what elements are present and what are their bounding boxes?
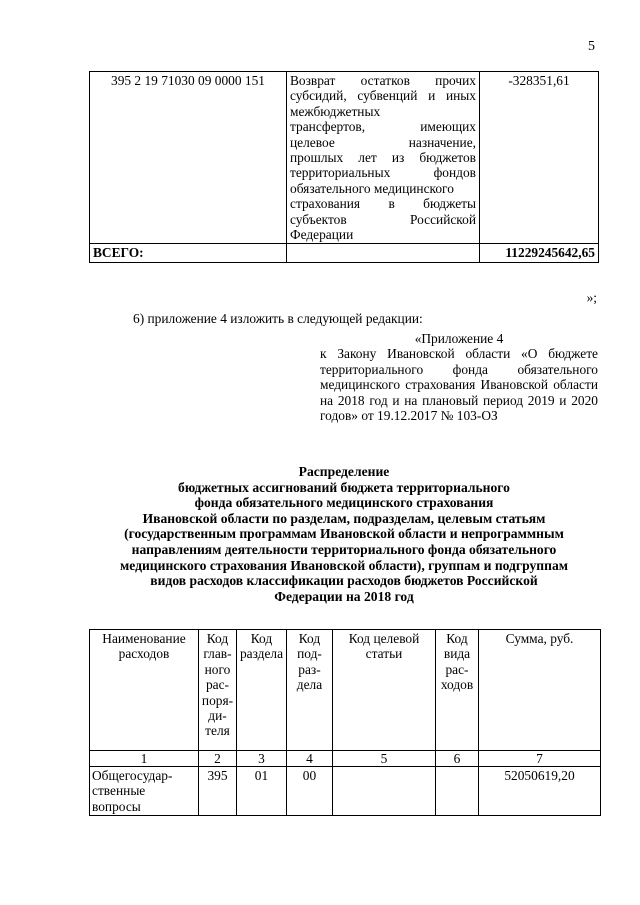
amount-cell: -328351,61 <box>480 72 599 244</box>
column-number: 4 <box>287 751 333 767</box>
name-line: трансфертов, имеющих <box>290 119 476 135</box>
header-section-code <box>237 630 287 751</box>
title-line: Ивановской области по разделам, подразделам, целевым статьям <box>142 510 546 526</box>
column-number: 1 <box>90 751 199 767</box>
title-line: бюджетных ассигнований бюджета территориального <box>178 479 510 495</box>
page-number: 5 <box>588 39 595 54</box>
edit-instruction: 6) приложение 4 изложить в следующей редакции: <box>133 311 423 326</box>
expense-name-line: ственные <box>92 783 146 799</box>
column-number: 3 <box>237 751 287 767</box>
name-line: субсидий, субвенций и иных <box>290 88 476 104</box>
target-code-cell <box>333 767 436 816</box>
header-text: теля <box>205 723 230 739</box>
appendix-body: к Закону Ивановской области «О бюджете территориального фонда обязательного медицинского страхования Ивановской области на 2018 год и на плановый период 2019 и 2020 годов» от 19.12.2017 № 103-ОЗ <box>320 346 598 424</box>
header-text: Сумма, руб. <box>505 631 574 646</box>
header-admin-code <box>199 630 237 751</box>
total-empty-cell <box>287 244 480 262</box>
name-line: Возврат остатков прочих <box>290 73 476 88</box>
title-line: Федерации на 2018 год <box>274 588 414 604</box>
table-row <box>90 72 599 244</box>
total-row <box>90 244 599 262</box>
header-text: Код целевой <box>348 631 420 646</box>
section-code-cell: 01 <box>237 767 287 816</box>
header-text: ного <box>204 661 231 677</box>
title-line: видов расходов классификации расходов бюджетов Российской <box>150 573 538 589</box>
header-text: расходов <box>118 646 170 662</box>
name-line: субъектов Российской <box>290 211 476 227</box>
title-line: медицинского страхования Ивановской области), группам и подгруппам <box>119 557 568 573</box>
total-amount: 11229245642,65 <box>480 244 599 262</box>
title-line: фонда обязательного медицинского страхования <box>194 495 494 511</box>
header-text: вида <box>443 646 471 662</box>
name-line: межбюджетных <box>290 103 381 119</box>
budget-code-cell: 395 2 19 71030 09 0000 151 <box>90 72 287 244</box>
closing-quote: »; <box>586 290 597 305</box>
header-subsection-code <box>287 630 333 751</box>
header-text: ди- <box>208 708 227 724</box>
subsection-code-cell: 00 <box>287 767 333 816</box>
column-number: 7 <box>479 751 601 767</box>
name-line: целевое назначение, <box>290 134 476 150</box>
table-row <box>90 767 601 816</box>
header-expense-type-code <box>436 630 479 751</box>
header-text: Код <box>446 631 468 646</box>
name-line: Федерации <box>290 227 354 243</box>
header-text: дела <box>296 677 323 693</box>
document-title <box>89 464 599 604</box>
header-text: раз- <box>298 661 321 677</box>
column-number: 2 <box>199 751 237 767</box>
header-text: статьи <box>365 646 403 662</box>
header-amount <box>479 630 601 751</box>
admin-code-cell: 395 <box>199 767 237 816</box>
header-text: Код <box>250 631 273 646</box>
revenue-table <box>89 71 599 263</box>
name-line: прошлых лет из бюджетов <box>290 150 476 166</box>
column-number: 6 <box>436 751 479 767</box>
header-text: рас- <box>445 661 469 677</box>
header-text: под- <box>297 646 322 662</box>
header-text: ходов <box>440 677 474 693</box>
expense-type-cell <box>436 767 479 816</box>
appendix-heading: «Приложение 4 <box>414 331 504 346</box>
header-row <box>90 630 601 751</box>
header-text: рас- <box>205 677 230 693</box>
title-line: направлениям деятельности территориального фонда обязательного <box>131 541 557 557</box>
amount-cell: 52050619,20 <box>479 767 601 816</box>
title-line: (государственным программам Ивановской области и непрограммным <box>124 526 564 542</box>
column-number: 5 <box>333 751 436 767</box>
header-text: Наименование <box>102 631 186 646</box>
title-line: Распределение <box>298 464 390 479</box>
header-text: Код <box>206 631 229 646</box>
header-target-code <box>333 630 436 751</box>
appendix-reference <box>320 331 598 423</box>
header-expense-name <box>90 630 199 751</box>
header-text: глав- <box>203 646 232 662</box>
name-line: страхования в бюджеты <box>290 196 476 212</box>
expense-name-line: вопросы <box>92 798 141 814</box>
total-label: ВСЕГО: <box>90 244 287 262</box>
header-text: Код <box>298 631 321 646</box>
header-text: раздела <box>239 646 284 662</box>
allocation-table <box>89 629 601 816</box>
name-line: обязательного медицинского <box>290 180 454 196</box>
revenue-name-cell <box>287 72 480 244</box>
name-line: территориальных фондов <box>290 165 476 181</box>
expense-name-line: Общегосудар- <box>92 768 173 783</box>
expense-name-cell <box>90 767 199 816</box>
header-text: поря- <box>201 692 234 708</box>
column-number-row <box>90 751 601 767</box>
